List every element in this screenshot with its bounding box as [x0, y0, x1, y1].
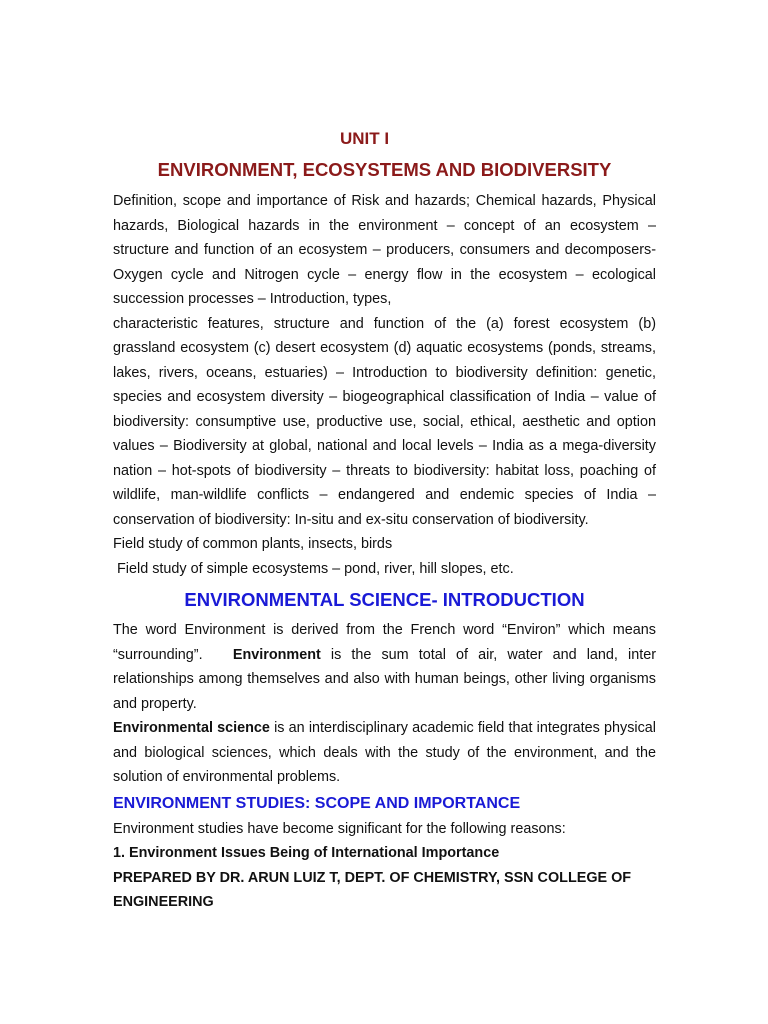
- scope-heading: ENVIRONMENT STUDIES: SCOPE AND IMPORTANCE: [113, 794, 521, 812]
- intro-heading: ENVIRONMENTAL SCIENCE- INTRODUCTION: [184, 589, 585, 610]
- page-content: [113, 126, 656, 914]
- intro-p1-bold: Environment: [232, 646, 321, 663]
- scope-item-1: 1. Environment Issues Being of International Importance: [113, 845, 500, 861]
- intro-p2-text: is an interdisciplinary academic field that integrates physical and biological sciences, which deals with the study of the environment, and the solution of environmental problems.: [113, 720, 656, 785]
- intro-paragraph-2: [113, 716, 656, 790]
- field-study-2: Field study of simple ecosystems – pond, river, hill slopes, etc.: [117, 560, 514, 577]
- unit-title: UNIT I: [339, 129, 390, 148]
- intro-p1-text-b: is the sum total of air, water and land, inter relationships among themselves and also with human beings, other living organisms and property.: [113, 646, 656, 712]
- intro-p1-text-a: The word Environment is derived from the French word “Environ” which means “surrounding”.: [113, 622, 656, 663]
- syllabus-paragraph-1: Definition, scope and importance of Risk and hazards; Chemical hazards, Physical hazards, Biological hazards in the environment – concept of an ecosystem – structure and function of an ecosystem – producers, consumers and decomposers-Oxygen cycle and Nitrogen cycle – energy flow in the ecosystem – ecological succession processes – Introduction, types,: [113, 193, 656, 307]
- intro-p2-bold: Environmental science: [113, 720, 270, 736]
- scope-lead: Environment studies have become significant for the following reasons:: [113, 820, 566, 837]
- field-study-1: Field study of common plants, insects, birds: [113, 536, 393, 552]
- footer-prepared-by: PREPARED BY DR. ARUN LUIZ T, DEPT. OF CHEMISTRY, SSN COLLEGE OF ENGINEERING: [113, 869, 632, 910]
- syllabus-paragraph-2: characteristic features, structure and function of the (a) forest ecosystem (b) grassland ecosystem (c) desert ecosystem (d) aquatic ecosystems (ponds, streams, lakes, rivers, oceans, estuaries) – Introduction to biodiversity definition: genetic, species and ecosystem diversity – biogeographical classification of India – value of biodiversity: consumptive use, productive use, social, ethical, aesthetic and option values – Biodiversity at global, national and local levels – India as a mega-diversity nation – hot-spots of biodiversity – threats to biodiversity: habitat loss, poaching of wildlife, man-wildlife conflicts – endangered and endemic species of India – conservation of biodiversity: In-situ and ex-situ conservation of biodiversity.: [113, 315, 656, 528]
- unit-subtitle: ENVIRONMENT, ECOSYSTEMS AND BIODIVERSITY: [157, 159, 612, 180]
- intro-paragraph-1: [113, 618, 656, 716]
